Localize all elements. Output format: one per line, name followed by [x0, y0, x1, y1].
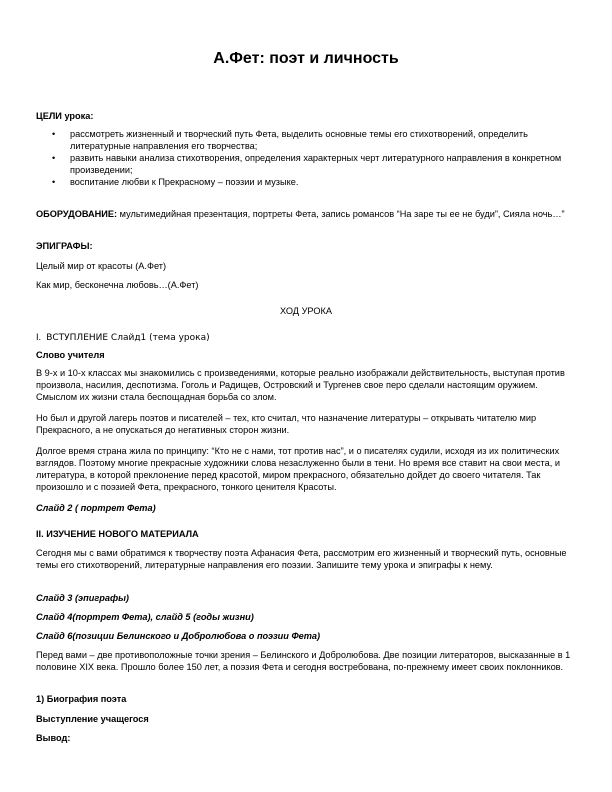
goals-list	[52, 129, 582, 189]
teacher-speaker-label: Слово учителя	[36, 350, 105, 360]
equipment-paragraph	[36, 209, 576, 221]
slide-6-label: Слайд 6(позиции Белинского и Добролюбова о поэзии Фета)	[36, 631, 321, 641]
student-talk-label: Выступление учащегося	[36, 714, 149, 724]
epigraph-2: Как мир, бесконечна любовь…(А.Фет)	[36, 280, 199, 290]
section-2-intro: Сегодня мы с вами обратимся к творчеству поэта Афанасия Фета, рассмотрим его жизненный и творческий путь, основные темы его стихотворений, литературные направления его поэзии. Запишите тему урока и эпиграфы к нему.	[36, 548, 567, 570]
section-1-title: ВСТУПЛЕНИЕ Слайд1 (тема урока)	[46, 333, 210, 343]
equipment-text: мультимедийная презентация, портреты Фета, запись романсов “На заре ты ее не буди”, Сияла ночь…”	[117, 209, 565, 219]
epigraph-1: Целый мир от красоты (А.Фет)	[36, 261, 167, 271]
section-1-heading	[36, 332, 576, 345]
section-1-paragraph-1: В 9-х и 10-х классах мы знакомились с произведениями, которые реально изображали действительность, выступая против произвола, насилия, деспотизма. Гоголь и Радищев, Островский и Тургенев свое перо сделали настоящим оружием. Смыслом их жизни стала беспощадная борьба со злом.	[36, 368, 565, 402]
section-1-paragraph-3: Долгое время страна жила по принципу: “Кто не с нами, тот против нас”, и о писателях судили, исходя из их политических взглядов. Поэтому многие прекрасные художники слова незаслуженно были в тени. Но время все ставит на свои места, и литература, в которой преклонение перед красотой, миром прекрасного, обязательно дойдет до своего читателя. Так произошло и с поэзией Фета, прекрасного, тонкого ценителя Красоты.	[36, 446, 560, 492]
equipment-label: ОБОРУДОВАНИЕ:	[36, 209, 118, 219]
conclusion-label: Вывод:	[36, 733, 71, 743]
slide-4-5-label: Слайд 4(портрет Фета), слайд 5 (годы жизни)	[36, 612, 254, 622]
biography-heading: 1) Биография поэта	[36, 694, 127, 704]
list-item: • рассмотреть жизненный и творческий путь Фета, выделить основные темы его стихотворений, определить литературные направления его творчества;	[52, 129, 582, 153]
goals-heading: ЦЕЛИ урока:	[36, 111, 94, 121]
epigraphs-heading: ЭПИГРАФЫ:	[36, 241, 93, 251]
slide-2-label: Слайд 2 ( портрет Фета)	[36, 503, 156, 513]
list-item: • развить навыки анализа стихотворения, определения характерных черт литературного направления в конкретном произведении;	[52, 153, 582, 177]
lesson-heading: ХОД УРОКА	[280, 306, 332, 316]
list-item: • воспитание любви к Прекрасному – поэзии и музыке.	[52, 177, 582, 189]
section-1-numeral: I.	[36, 332, 42, 342]
section-2-heading: II. ИЗУЧЕНИЕ НОВОГО МАТЕРИАЛА	[36, 529, 199, 539]
page-title: А.Фет: поэт и личность	[213, 50, 399, 67]
positions-paragraph: Перед вами – две противоположные точки зрения – Белинского и Добролюбова. Две позиции литераторов, высказанные в 1 половине XIX века. Прошло более 150 лет, а поэзия Фета и сегодня востребована, по-прежнему имеет своих поклонников.	[36, 650, 571, 672]
section-1-paragraph-2: Но был и другой лагерь поэтов и писателей – тех, кто считал, что назначение литературы – открывать читателю мир Прекрасного, а не опускаться до негативных сторон жизни.	[36, 413, 537, 435]
slide-3-label: Слайд 3 (эпиграфы)	[36, 593, 129, 603]
